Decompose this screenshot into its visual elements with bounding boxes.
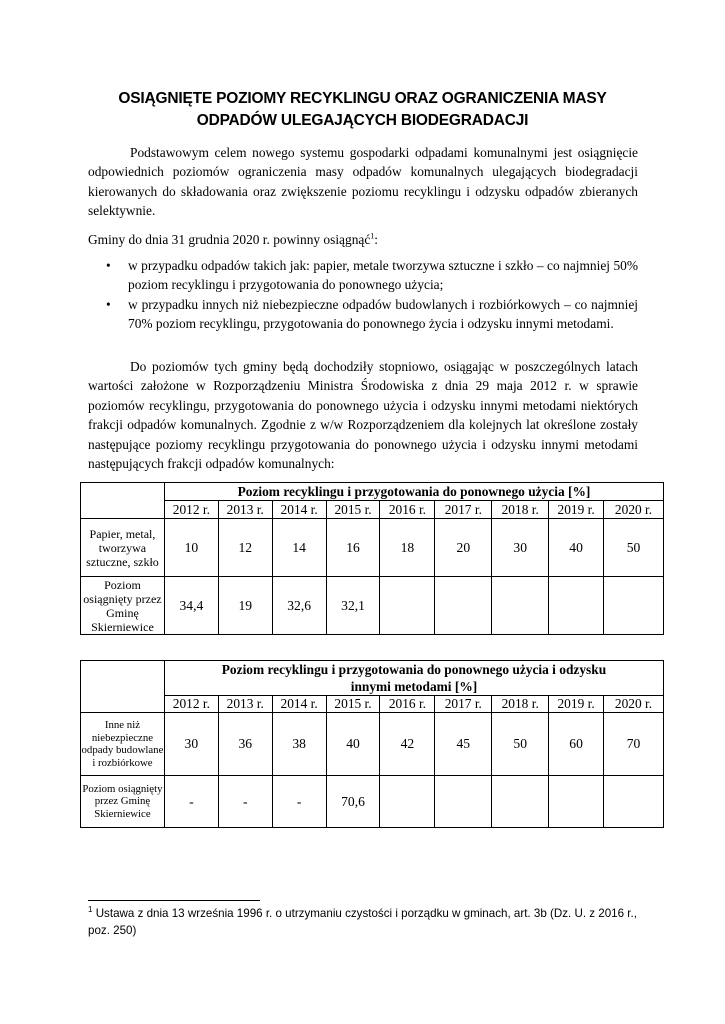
intro-paragraph: Podstawowym celem nowego systemu gospodarki odpadami komunalnymi jest osiągnięcie odpowiednich poziomów ograniczenia masy odpadów komunalnych ulegających biodegradacji kierowanych do składowania oraz zwiększenie poziomu recyklingu i odzysku odpadów zbieranych selektywnie. <box>88 145 638 219</box>
table-header: Poziom recyklingu i przygotowania do ponownego użycia [%] <box>164 483 663 501</box>
list-item <box>88 295 638 334</box>
year-cell: 2017 r. <box>435 501 492 519</box>
value-cell: 20 <box>435 519 492 577</box>
year-cell: 2012 r. <box>164 696 218 713</box>
year-cell: 2019 r. <box>549 501 604 519</box>
year-cell: 2017 r. <box>435 696 492 713</box>
year-cell: 2020 r. <box>604 501 664 519</box>
table-row <box>81 577 664 635</box>
value-cell <box>435 776 492 828</box>
value-cell: 42 <box>380 713 435 776</box>
recycling-table-2 <box>80 660 664 828</box>
gminy-text: Gminy do dnia 31 grudnia 2020 r. powinny osiągnąć <box>88 232 371 247</box>
value-cell: 45 <box>435 713 492 776</box>
year-cell: 2014 r. <box>272 696 326 713</box>
value-cell: 19 <box>218 577 272 635</box>
recycling-table-1 <box>80 482 664 635</box>
year-cell: 2012 r. <box>164 501 218 519</box>
list-item-text: w przypadku odpadów takich jak: papier, metale tworzywa sztuczne i szkło – co najmniej 50% poziom recyklingu i przygotowania do ponownego użycia; <box>128 258 638 293</box>
footnote-mark: 1 <box>88 905 93 915</box>
value-cell: 38 <box>272 713 326 776</box>
gminy-suffix: : <box>374 232 379 247</box>
value-cell <box>492 577 549 635</box>
value-cell: 18 <box>380 519 435 577</box>
value-cell <box>604 577 664 635</box>
value-cell <box>549 577 604 635</box>
year-cell: 2015 r. <box>326 696 380 713</box>
gminy-paragraph <box>88 230 638 249</box>
value-cell <box>549 776 604 828</box>
year-cell: 2018 r. <box>492 696 549 713</box>
value-cell: 50 <box>492 713 549 776</box>
value-cell: 70 <box>604 713 664 776</box>
year-cell: 2013 r. <box>218 501 272 519</box>
value-cell: 50 <box>604 519 664 577</box>
value-cell <box>604 776 664 828</box>
value-cell: 32,1 <box>326 577 380 635</box>
years-row <box>81 501 664 519</box>
footnote-reference[interactable]: 1 <box>370 231 375 241</box>
value-cell <box>380 776 435 828</box>
bullet-icon: • <box>106 296 111 312</box>
value-cell: 32,6 <box>272 577 326 635</box>
year-cell: 2016 r. <box>380 501 435 519</box>
list-item <box>88 256 638 295</box>
year-cell: 2013 r. <box>218 696 272 713</box>
row-label: Poziom osiągnięty przez Gminę Skierniewice <box>81 577 165 635</box>
value-cell: - <box>164 776 218 828</box>
value-cell: 12 <box>218 519 272 577</box>
value-cell: 14 <box>272 519 326 577</box>
year-cell: 2020 r. <box>604 696 664 713</box>
value-cell: 40 <box>326 713 380 776</box>
value-cell <box>435 577 492 635</box>
year-cell: 2014 r. <box>272 501 326 519</box>
value-cell: 30 <box>164 713 218 776</box>
row-label: Inne niż niebezpieczne odpady budowlane i rozbiórkowe <box>81 713 165 776</box>
levels-paragraph: Do poziomów tych gminy będą dochodziły stopniowo, osiągając w poszczególnych latach wartości założone w Rozporządzeniu Ministra Środowiska z dnia 29 maja 2012 r. w sprawie poziomów recyklingu, przygotowania do ponownego użycia i odzysku innymi metodami niektórych frakcji odpadów komunalnych. Zgodnie z w/w Rozporządzeniem dla kolejnych lat określone zostały następujące poziomy recyklingu przygotowania do ponownego użycia i odzysku innymi metodami następujących frakcji odpadów komunalnych: <box>88 359 638 472</box>
bullet-icon: • <box>106 258 111 273</box>
list-item-text: w przypadku innych niż niebezpieczne odpadów budowlanych i rozbiórkowych – co najmniej 70% poziom recyklingu, przygotowania do ponownego życia i odzysku innymi metodami. <box>128 296 638 332</box>
year-cell: 2015 r. <box>326 501 380 519</box>
years-row <box>81 696 664 713</box>
year-cell: 2019 r. <box>549 696 604 713</box>
value-cell: - <box>272 776 326 828</box>
row-label: Poziom osiągnięty przez Gminę Skierniewice <box>81 776 165 828</box>
value-cell: 36 <box>218 713 272 776</box>
value-cell: 10 <box>164 519 218 577</box>
value-cell <box>492 776 549 828</box>
value-cell: - <box>218 776 272 828</box>
value-cell: 34,4 <box>164 577 218 635</box>
footnote-text: Ustawa z dnia 13 września 1996 r. o utrzymaniu czystości i porządku w gminach, art. 3b (Dz. U. z 2016 r., poz. 250) <box>88 907 637 937</box>
value-cell: 70,6 <box>326 776 380 828</box>
empty-header-cell <box>81 661 165 713</box>
year-cell: 2018 r. <box>492 501 549 519</box>
value-cell: 16 <box>326 519 380 577</box>
value-cell: 60 <box>549 713 604 776</box>
footnote-separator <box>88 900 260 901</box>
targets-list <box>88 256 638 334</box>
value-cell <box>380 577 435 635</box>
table-row <box>81 519 664 577</box>
footnote <box>88 906 648 939</box>
year-cell: 2016 r. <box>380 696 435 713</box>
value-cell: 40 <box>549 519 604 577</box>
empty-header-cell <box>81 483 165 519</box>
table-row <box>81 713 664 776</box>
table-row <box>81 776 664 828</box>
row-label: Papier, metal, tworzywa sztuczne, szkło <box>81 519 165 577</box>
table-header: Poziom recyklingu i przygotowania do ponownego użycia i odzysku innymi metodami [%] <box>164 661 663 696</box>
page-title: OSIĄGNIĘTE POZIOMY RECYKLINGU ORAZ OGRANICZENIA MASY ODPADÓW ULEGAJĄCYCH BIODEGRADACJI <box>118 90 607 129</box>
value-cell: 30 <box>492 519 549 577</box>
